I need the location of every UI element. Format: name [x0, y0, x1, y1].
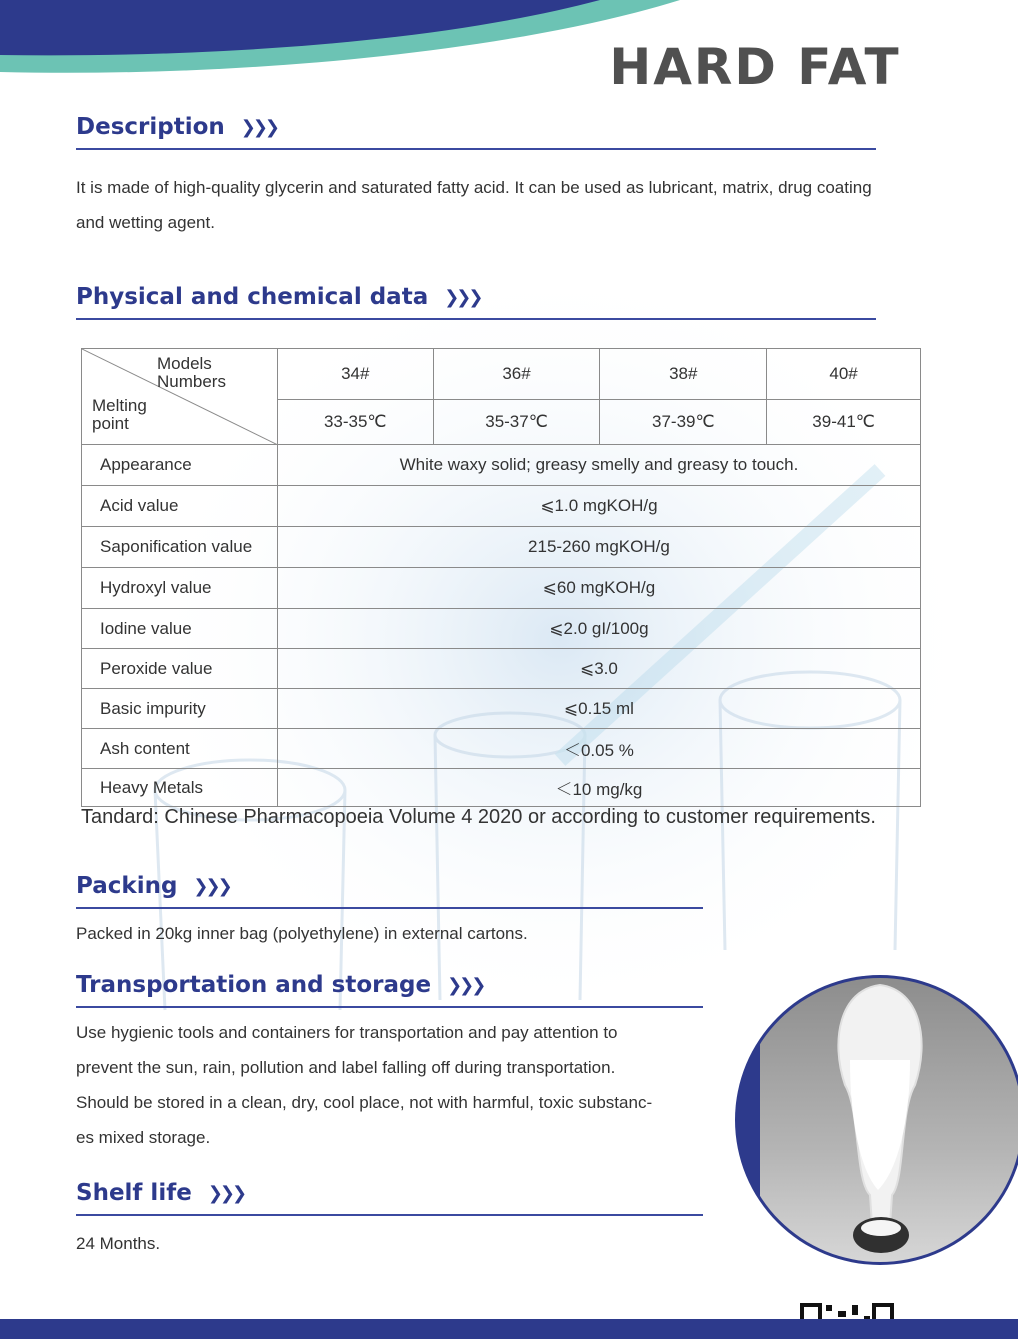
row-value: ⩽1.0 mgKOH/g — [277, 486, 920, 527]
model-cell: 38# — [600, 349, 767, 400]
description-rule — [76, 148, 876, 150]
table-row — [82, 527, 921, 568]
row-value: ⩽3.0 — [277, 649, 920, 689]
row-label: Ash content — [82, 729, 278, 769]
table-row — [82, 609, 921, 649]
row-value: ＜10 mg/kg — [277, 769, 920, 807]
packing-heading-text: Packing — [76, 873, 178, 899]
transport-line: es mixed storage. — [76, 1128, 211, 1147]
packing-text: Packed in 20kg inner bag (polyethylene) in external cartons. — [76, 924, 528, 943]
standard-note: Tandard: Chinese Pharmacopoeia Volume 4 2020 or according to customer requirements. — [81, 806, 876, 828]
transport-line: Use hygienic tools and containers for transportation and pay attention to — [76, 1023, 618, 1042]
chevron-icon: ❯❯❯ — [447, 974, 484, 996]
corner-melting-line-2: point — [92, 414, 129, 433]
row-value: 215-260 mgKOH/g — [277, 527, 920, 568]
row-value: White waxy solid; greasy smelly and greasy to touch. — [277, 445, 920, 486]
row-label: Basic impurity — [82, 689, 278, 729]
table-row — [82, 729, 921, 769]
table-corner-cell — [82, 349, 278, 445]
table-row — [82, 486, 921, 527]
model-cell: 40# — [767, 349, 921, 400]
description-heading — [76, 114, 277, 140]
table-row — [82, 769, 921, 807]
row-label: Heavy Metals — [82, 769, 278, 807]
physical-heading-text: Physical and chemical data — [76, 284, 429, 310]
row-label: Saponification value — [82, 527, 278, 568]
table-row — [82, 445, 921, 486]
corner-melting-line-1: Melting — [92, 396, 147, 415]
transport-heading — [76, 972, 483, 998]
row-value: ＜0.05 % — [277, 729, 920, 769]
transport-heading-text: Transportation and storage — [76, 972, 432, 998]
transport-rule — [76, 1006, 703, 1008]
shelf-life-heading-text: Shelf life — [76, 1180, 192, 1206]
melting-cell: 35-37℃ — [433, 400, 600, 445]
table-row — [82, 568, 921, 609]
shelf-life-rule — [76, 1214, 703, 1216]
description-heading-text: Description — [76, 114, 225, 140]
physical-rule — [76, 318, 876, 320]
row-value: ⩽2.0 gI/100g — [277, 609, 920, 649]
row-label: Acid value — [82, 486, 278, 527]
chevron-icon: ❯❯❯ — [193, 875, 230, 897]
packing-heading — [76, 873, 230, 899]
row-value: ⩽0.15 ml — [277, 689, 920, 729]
table-row — [82, 649, 921, 689]
spec-table — [81, 348, 921, 807]
description-text: It is made of high-quality glycerin and saturated fatty acid. It can be used as lubricant, matrix, drug coating and wetting agent. — [76, 178, 872, 232]
row-value: ⩽60 mgKOH/g — [277, 568, 920, 609]
physical-heading — [76, 284, 480, 310]
row-label: Appearance — [82, 445, 278, 486]
footer-bar — [0, 1319, 1018, 1339]
chevron-icon: ❯❯❯ — [444, 286, 481, 308]
corner-melting-label — [92, 397, 147, 433]
melting-cell: 33-35℃ — [277, 400, 433, 445]
chevron-icon: ❯❯❯ — [240, 116, 278, 138]
transport-text — [76, 1015, 706, 1155]
row-label: Peroxide value — [82, 649, 278, 689]
row-label: Hydroxyl value — [82, 568, 278, 609]
transport-line: Should be stored in a clean, dry, cool place, not with harmful, toxic substanc- — [76, 1093, 653, 1112]
model-cell: 36# — [433, 349, 600, 400]
table-header-row — [82, 349, 921, 400]
chevron-icon: ❯❯❯ — [207, 1182, 245, 1204]
page-title: HARD FAT — [609, 38, 901, 96]
packing-rule — [76, 907, 703, 909]
model-cell: 34# — [277, 349, 433, 400]
melting-cell: 39-41℃ — [767, 400, 921, 445]
transport-line: prevent the sun, rain, pollution and label falling off during transportation. — [76, 1058, 616, 1077]
shelf-life-text: 24 Months. — [76, 1234, 161, 1253]
corner-models-line-2: Numbers — [157, 372, 226, 391]
table-row — [82, 689, 921, 729]
row-label: Iodine value — [82, 609, 278, 649]
corner-models-line-1: Models — [157, 354, 212, 373]
shelf-life-heading — [76, 1180, 244, 1206]
corner-models-label — [157, 355, 226, 391]
melting-cell: 37-39℃ — [600, 400, 767, 445]
